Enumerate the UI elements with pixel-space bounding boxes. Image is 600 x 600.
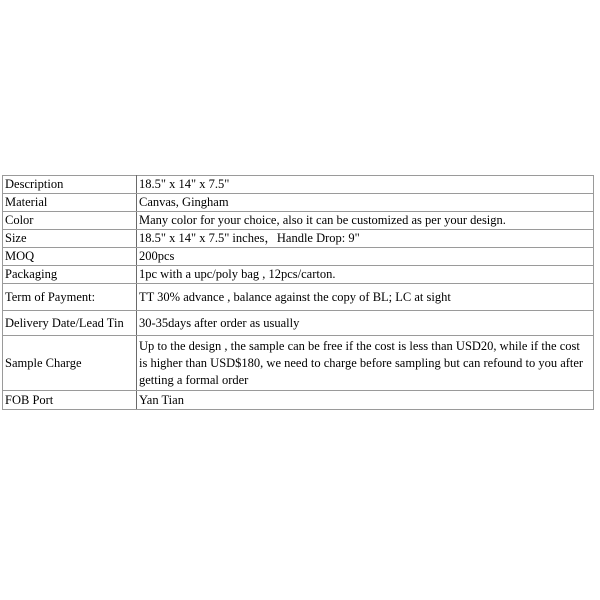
row-label: Size xyxy=(3,230,137,248)
row-value: Up to the design , the sample can be free if the cost is less than USD20, while if the cost is higher than USD$180, we need to charge before sampling but can refound to you after getting a formal order xyxy=(137,336,594,391)
product-spec-sheet xyxy=(2,175,594,410)
row-label: Description xyxy=(3,176,137,194)
table-row xyxy=(3,391,594,410)
row-label: Sample Charge xyxy=(3,336,137,391)
spec-table xyxy=(2,175,594,410)
row-label: Color xyxy=(3,212,137,230)
row-value: 18.5" x 14" x 7.5" inches，Handle Drop: 9" xyxy=(137,230,594,248)
row-value: Yan Tian xyxy=(137,391,594,410)
table-row xyxy=(3,230,594,248)
row-value: 200pcs xyxy=(137,248,594,266)
table-row xyxy=(3,311,594,336)
row-value: 1pc with a upc/poly bag , 12pcs/carton. xyxy=(137,266,594,284)
table-row xyxy=(3,194,594,212)
row-value: Canvas, Gingham xyxy=(137,194,594,212)
table-row xyxy=(3,176,594,194)
row-label: Delivery Date/Lead Tin xyxy=(3,311,137,336)
row-label: FOB Port xyxy=(3,391,137,410)
row-value: TT 30% advance , balance against the copy of BL; LC at sight xyxy=(137,284,594,311)
row-label: Term of Payment: xyxy=(3,284,137,311)
row-value: 18.5" x 14" x 7.5" xyxy=(137,176,594,194)
row-value: Many color for your choice, also it can be customized as per your design. xyxy=(137,212,594,230)
table-row xyxy=(3,266,594,284)
table-row xyxy=(3,284,594,311)
row-label: Material xyxy=(3,194,137,212)
row-label: Packaging xyxy=(3,266,137,284)
row-value: 30-35days after order as usually xyxy=(137,311,594,336)
table-row xyxy=(3,212,594,230)
table-row xyxy=(3,248,594,266)
row-label: MOQ xyxy=(3,248,137,266)
table-row xyxy=(3,336,594,391)
